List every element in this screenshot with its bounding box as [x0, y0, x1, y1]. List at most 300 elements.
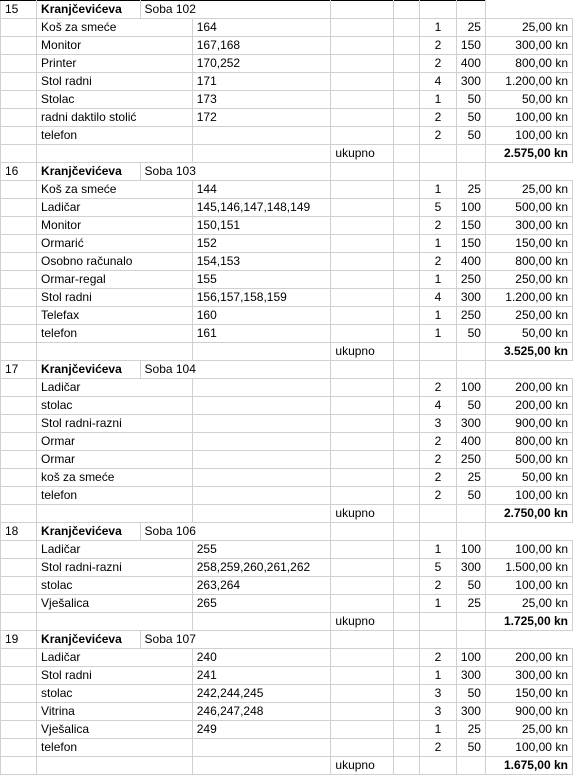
empty-cell[interactable] — [331, 307, 394, 325]
empty-cell[interactable] — [331, 109, 394, 127]
empty-cell[interactable] — [331, 415, 394, 433]
item-name-cell[interactable]: Stolac — [37, 91, 193, 109]
line-total-cell[interactable]: 25,00 kn — [485, 595, 572, 613]
room-cell[interactable]: Soba 104 — [140, 361, 331, 379]
inventory-number-cell[interactable]: 145,146,147,148,149 — [192, 199, 331, 217]
empty-cell[interactable] — [419, 757, 456, 775]
inventory-number-cell[interactable]: 152 — [192, 235, 331, 253]
empty-cell[interactable] — [394, 595, 420, 613]
empty-cell[interactable] — [394, 541, 420, 559]
item-name-cell[interactable]: Ormar — [37, 451, 193, 469]
empty-cell[interactable] — [331, 253, 394, 271]
quantity-cell[interactable]: 2 — [419, 109, 456, 127]
quantity-cell[interactable]: 2 — [419, 739, 456, 757]
unit-price-cell[interactable]: 150 — [456, 235, 485, 253]
empty-cell[interactable] — [394, 685, 420, 703]
line-total-cell[interactable]: 900,00 kn — [485, 703, 572, 721]
unit-price-cell[interactable]: 150 — [456, 37, 485, 55]
empty-cell[interactable] — [1, 217, 37, 235]
inventory-number-cell[interactable]: 263,264 — [192, 577, 331, 595]
empty-cell[interactable] — [331, 397, 394, 415]
empty-cell[interactable] — [394, 361, 420, 379]
empty-cell[interactable] — [394, 433, 420, 451]
empty-cell[interactable] — [331, 217, 394, 235]
empty-cell[interactable] — [331, 19, 394, 37]
empty-cell[interactable] — [331, 667, 394, 685]
empty-cell[interactable] — [37, 505, 193, 523]
empty-cell[interactable] — [1, 343, 37, 361]
line-total-cell[interactable]: 1.200,00 kn — [485, 73, 572, 91]
quantity-cell[interactable]: 4 — [419, 289, 456, 307]
group-number-cell[interactable]: 18 — [1, 523, 37, 541]
line-total-cell[interactable]: 50,00 kn — [485, 469, 572, 487]
item-name-cell[interactable]: Stol radni-razni — [37, 415, 193, 433]
empty-cell[interactable] — [1, 19, 37, 37]
inventory-number-cell[interactable]: 240 — [192, 649, 331, 667]
empty-cell[interactable] — [419, 343, 456, 361]
unit-price-cell[interactable]: 50 — [456, 127, 485, 145]
empty-cell[interactable] — [394, 325, 420, 343]
empty-cell[interactable] — [394, 253, 420, 271]
quantity-cell[interactable]: 4 — [419, 73, 456, 91]
empty-cell[interactable] — [331, 559, 394, 577]
empty-cell[interactable] — [394, 289, 420, 307]
line-total-cell[interactable]: 25,00 kn — [485, 721, 572, 739]
empty-cell[interactable] — [1, 541, 37, 559]
item-name-cell[interactable]: Printer — [37, 55, 193, 73]
empty-cell[interactable] — [1, 199, 37, 217]
empty-cell[interactable] — [331, 73, 394, 91]
inventory-number-cell[interactable] — [192, 379, 331, 397]
empty-cell[interactable] — [1, 109, 37, 127]
line-total-cell[interactable]: 100,00 kn — [485, 577, 572, 595]
item-name-cell[interactable]: Stol radni — [37, 73, 193, 91]
line-total-cell[interactable]: 300,00 kn — [485, 667, 572, 685]
quantity-cell[interactable]: 1 — [419, 91, 456, 109]
inventory-number-cell[interactable]: 241 — [192, 667, 331, 685]
inventory-number-cell[interactable]: 170,252 — [192, 55, 331, 73]
line-total-cell[interactable]: 25,00 kn — [485, 181, 572, 199]
empty-cell[interactable] — [37, 757, 193, 775]
line-total-cell[interactable]: 200,00 kn — [485, 379, 572, 397]
quantity-cell[interactable]: 2 — [419, 487, 456, 505]
empty-cell[interactable] — [394, 415, 420, 433]
item-name-cell[interactable]: telefon — [37, 739, 193, 757]
unit-price-cell[interactable]: 250 — [456, 307, 485, 325]
quantity-cell[interactable]: 5 — [419, 199, 456, 217]
line-total-cell[interactable]: 800,00 kn — [485, 253, 572, 271]
unit-price-cell[interactable]: 100 — [456, 379, 485, 397]
empty-cell[interactable] — [37, 613, 193, 631]
unit-price-cell[interactable]: 100 — [456, 199, 485, 217]
empty-cell[interactable] — [394, 721, 420, 739]
line-total-cell[interactable]: 100,00 kn — [485, 739, 572, 757]
quantity-cell[interactable]: 1 — [419, 235, 456, 253]
subtotal-label-cell[interactable]: ukupno — [331, 145, 394, 163]
item-name-cell[interactable]: telefon — [37, 127, 193, 145]
empty-cell[interactable] — [1, 721, 37, 739]
empty-cell[interactable] — [331, 325, 394, 343]
inventory-number-cell[interactable] — [192, 451, 331, 469]
quantity-cell[interactable]: 2 — [419, 451, 456, 469]
unit-price-cell[interactable]: 25 — [456, 721, 485, 739]
empty-cell[interactable] — [394, 19, 420, 37]
line-total-cell[interactable]: 500,00 kn — [485, 199, 572, 217]
unit-price-cell[interactable]: 300 — [456, 559, 485, 577]
inventory-number-cell[interactable]: 172 — [192, 109, 331, 127]
empty-cell[interactable] — [331, 523, 394, 541]
empty-cell[interactable] — [1, 595, 37, 613]
empty-cell[interactable] — [394, 37, 420, 55]
group-number-cell[interactable]: 19 — [1, 631, 37, 649]
empty-cell[interactable] — [331, 541, 394, 559]
item-name-cell[interactable]: Telefax — [37, 307, 193, 325]
empty-cell[interactable] — [456, 505, 485, 523]
unit-price-cell[interactable]: 300 — [456, 667, 485, 685]
empty-cell[interactable] — [331, 55, 394, 73]
unit-price-cell[interactable]: 50 — [456, 397, 485, 415]
line-total-cell[interactable]: 300,00 kn — [485, 37, 572, 55]
item-name-cell[interactable]: radni daktilo stolić — [37, 109, 193, 127]
empty-cell[interactable] — [456, 343, 485, 361]
unit-price-cell[interactable]: 50 — [456, 577, 485, 595]
quantity-cell[interactable]: 2 — [419, 253, 456, 271]
empty-cell[interactable] — [394, 235, 420, 253]
empty-cell[interactable] — [394, 109, 420, 127]
item-name-cell[interactable]: Stol radni — [37, 667, 193, 685]
inventory-number-cell[interactable]: 161 — [192, 325, 331, 343]
unit-price-cell[interactable]: 100 — [456, 541, 485, 559]
empty-cell[interactable] — [331, 361, 394, 379]
empty-cell[interactable] — [1, 415, 37, 433]
group-number-cell[interactable]: 16 — [1, 163, 37, 181]
empty-cell[interactable] — [394, 757, 420, 775]
line-total-cell[interactable]: 200,00 kn — [485, 397, 572, 415]
empty-cell[interactable] — [192, 145, 331, 163]
empty-cell[interactable] — [394, 649, 420, 667]
empty-cell[interactable] — [192, 343, 331, 361]
inventory-number-cell[interactable]: 171 — [192, 73, 331, 91]
empty-cell[interactable] — [456, 1, 485, 19]
item-name-cell[interactable]: Vitrina — [37, 703, 193, 721]
unit-price-cell[interactable]: 25 — [456, 595, 485, 613]
inventory-number-cell[interactable]: 265 — [192, 595, 331, 613]
line-total-cell[interactable]: 100,00 kn — [485, 127, 572, 145]
quantity-cell[interactable]: 1 — [419, 667, 456, 685]
empty-cell[interactable] — [1, 757, 37, 775]
inventory-number-cell[interactable]: 150,151 — [192, 217, 331, 235]
empty-cell[interactable] — [419, 1, 456, 19]
empty-cell[interactable] — [331, 469, 394, 487]
quantity-cell[interactable]: 3 — [419, 685, 456, 703]
quantity-cell[interactable]: 2 — [419, 469, 456, 487]
group-number-cell[interactable]: 15 — [1, 1, 37, 19]
empty-cell[interactable] — [331, 739, 394, 757]
empty-cell[interactable] — [456, 757, 485, 775]
empty-cell[interactable] — [1, 253, 37, 271]
quantity-cell[interactable]: 1 — [419, 595, 456, 613]
line-total-cell[interactable]: 100,00 kn — [485, 487, 572, 505]
street-cell[interactable]: Kranjčevićeva — [37, 523, 140, 541]
inventory-number-cell[interactable]: 249 — [192, 721, 331, 739]
item-name-cell[interactable]: Stol radni-razni — [37, 559, 193, 577]
quantity-cell[interactable]: 2 — [419, 217, 456, 235]
quantity-cell[interactable]: 1 — [419, 19, 456, 37]
line-total-cell[interactable]: 800,00 kn — [485, 433, 572, 451]
empty-cell[interactable] — [331, 487, 394, 505]
line-total-cell[interactable]: 150,00 kn — [485, 685, 572, 703]
empty-cell[interactable] — [394, 559, 420, 577]
empty-cell[interactable] — [1, 55, 37, 73]
quantity-cell[interactable]: 1 — [419, 721, 456, 739]
empty-cell[interactable] — [331, 127, 394, 145]
room-cell[interactable]: Soba 107 — [140, 631, 331, 649]
inventory-number-cell[interactable]: 164 — [192, 19, 331, 37]
subtotal-label-cell[interactable]: ukupno — [331, 343, 394, 361]
empty-cell[interactable] — [331, 721, 394, 739]
empty-cell[interactable] — [192, 757, 331, 775]
empty-cell[interactable] — [456, 523, 485, 541]
unit-price-cell[interactable]: 250 — [456, 451, 485, 469]
quantity-cell[interactable]: 2 — [419, 379, 456, 397]
unit-price-cell[interactable]: 400 — [456, 55, 485, 73]
empty-cell[interactable] — [419, 361, 456, 379]
empty-cell[interactable] — [331, 1, 394, 19]
empty-cell[interactable] — [394, 127, 420, 145]
line-total-cell[interactable]: 900,00 kn — [485, 415, 572, 433]
empty-cell[interactable] — [192, 613, 331, 631]
empty-cell[interactable] — [1, 235, 37, 253]
empty-cell[interactable] — [1, 577, 37, 595]
empty-cell[interactable] — [1, 487, 37, 505]
empty-cell[interactable] — [394, 505, 420, 523]
item-name-cell[interactable]: Osobno računalo — [37, 253, 193, 271]
inventory-number-cell[interactable] — [192, 415, 331, 433]
item-name-cell[interactable]: Stol radni — [37, 289, 193, 307]
empty-cell[interactable] — [331, 433, 394, 451]
empty-cell[interactable] — [394, 271, 420, 289]
empty-cell[interactable] — [331, 685, 394, 703]
subtotal-value-cell[interactable]: 1.675,00 kn — [485, 757, 572, 775]
inventory-number-cell[interactable]: 255 — [192, 541, 331, 559]
unit-price-cell[interactable]: 50 — [456, 91, 485, 109]
empty-cell[interactable] — [394, 73, 420, 91]
line-total-cell[interactable]: 1.200,00 kn — [485, 289, 572, 307]
unit-price-cell[interactable]: 150 — [456, 217, 485, 235]
unit-price-cell[interactable]: 300 — [456, 73, 485, 91]
inventory-number-cell[interactable] — [192, 739, 331, 757]
empty-cell[interactable] — [394, 487, 420, 505]
unit-price-cell[interactable]: 50 — [456, 325, 485, 343]
empty-cell[interactable] — [456, 361, 485, 379]
empty-cell[interactable] — [331, 163, 394, 181]
empty-cell[interactable] — [394, 55, 420, 73]
inventory-number-cell[interactable]: 167,168 — [192, 37, 331, 55]
street-cell[interactable]: Kranjčevićeva — [37, 163, 140, 181]
group-number-cell[interactable]: 17 — [1, 361, 37, 379]
item-name-cell[interactable]: stolac — [37, 577, 193, 595]
street-cell[interactable]: Kranjčevićeva — [37, 361, 140, 379]
empty-cell[interactable] — [456, 145, 485, 163]
subtotal-label-cell[interactable]: ukupno — [331, 505, 394, 523]
empty-cell[interactable] — [1, 685, 37, 703]
unit-price-cell[interactable]: 25 — [456, 469, 485, 487]
item-name-cell[interactable]: telefon — [37, 325, 193, 343]
item-name-cell[interactable]: Monitor — [37, 217, 193, 235]
item-name-cell[interactable]: Vješalica — [37, 595, 193, 613]
item-name-cell[interactable]: Ladičar — [37, 379, 193, 397]
inventory-number-cell[interactable]: 246,247,248 — [192, 703, 331, 721]
quantity-cell[interactable]: 5 — [419, 559, 456, 577]
empty-cell[interactable] — [394, 667, 420, 685]
line-total-cell[interactable]: 800,00 kn — [485, 55, 572, 73]
inventory-number-cell[interactable]: 155 — [192, 271, 331, 289]
empty-cell[interactable] — [394, 703, 420, 721]
subtotal-value-cell[interactable]: 2.750,00 kn — [485, 505, 572, 523]
item-name-cell[interactable]: Ormarić — [37, 235, 193, 253]
empty-cell[interactable] — [331, 289, 394, 307]
quantity-cell[interactable]: 2 — [419, 55, 456, 73]
empty-cell[interactable] — [1, 703, 37, 721]
item-name-cell[interactable]: Ladičar — [37, 541, 193, 559]
quantity-cell[interactable]: 1 — [419, 181, 456, 199]
empty-cell[interactable] — [394, 343, 420, 361]
item-name-cell[interactable]: Vješalica — [37, 721, 193, 739]
unit-price-cell[interactable]: 300 — [456, 289, 485, 307]
empty-cell[interactable] — [394, 613, 420, 631]
empty-cell[interactable] — [394, 451, 420, 469]
empty-cell[interactable] — [331, 379, 394, 397]
line-total-cell[interactable]: 1.500,00 kn — [485, 559, 572, 577]
empty-cell[interactable] — [1, 325, 37, 343]
empty-cell[interactable] — [1, 145, 37, 163]
empty-cell[interactable] — [331, 577, 394, 595]
line-total-cell[interactable]: 250,00 kn — [485, 307, 572, 325]
subtotal-value-cell[interactable]: 3.525,00 kn — [485, 343, 572, 361]
quantity-cell[interactable]: 1 — [419, 307, 456, 325]
empty-cell[interactable] — [394, 163, 420, 181]
unit-price-cell[interactable]: 25 — [456, 181, 485, 199]
empty-cell[interactable] — [419, 505, 456, 523]
empty-cell[interactable] — [331, 649, 394, 667]
quantity-cell[interactable]: 1 — [419, 541, 456, 559]
inventory-number-cell[interactable]: 242,244,245 — [192, 685, 331, 703]
empty-cell[interactable] — [394, 577, 420, 595]
quantity-cell[interactable]: 2 — [419, 577, 456, 595]
empty-cell[interactable] — [419, 145, 456, 163]
empty-cell[interactable] — [394, 217, 420, 235]
unit-price-cell[interactable]: 50 — [456, 739, 485, 757]
quantity-cell[interactable]: 2 — [419, 433, 456, 451]
quantity-cell[interactable]: 2 — [419, 37, 456, 55]
line-total-cell[interactable]: 100,00 kn — [485, 541, 572, 559]
line-total-cell[interactable]: 250,00 kn — [485, 271, 572, 289]
empty-cell[interactable] — [456, 631, 485, 649]
unit-price-cell[interactable]: 400 — [456, 253, 485, 271]
empty-cell[interactable] — [1, 451, 37, 469]
empty-cell[interactable] — [394, 523, 420, 541]
empty-cell[interactable] — [394, 1, 420, 19]
inventory-number-cell[interactable]: 154,153 — [192, 253, 331, 271]
unit-price-cell[interactable]: 100 — [456, 649, 485, 667]
empty-cell[interactable] — [331, 199, 394, 217]
empty-cell[interactable] — [1, 469, 37, 487]
quantity-cell[interactable]: 3 — [419, 703, 456, 721]
unit-price-cell[interactable]: 300 — [456, 703, 485, 721]
empty-cell[interactable] — [37, 343, 193, 361]
empty-cell[interactable] — [1, 307, 37, 325]
inventory-number-cell[interactable]: 160 — [192, 307, 331, 325]
street-cell[interactable]: Kranjčevićeva — [37, 631, 140, 649]
empty-cell[interactable] — [1, 559, 37, 577]
item-name-cell[interactable]: Ormar — [37, 433, 193, 451]
unit-price-cell[interactable]: 25 — [456, 19, 485, 37]
unit-price-cell[interactable]: 50 — [456, 109, 485, 127]
item-name-cell[interactable]: Monitor — [37, 37, 193, 55]
inventory-number-cell[interactable]: 258,259,260,261,262 — [192, 559, 331, 577]
empty-cell[interactable] — [394, 145, 420, 163]
empty-cell[interactable] — [1, 397, 37, 415]
item-name-cell[interactable]: stolac — [37, 685, 193, 703]
unit-price-cell[interactable]: 400 — [456, 433, 485, 451]
empty-cell[interactable] — [394, 307, 420, 325]
item-name-cell[interactable]: Ormar-regal — [37, 271, 193, 289]
line-total-cell[interactable]: 25,00 kn — [485, 19, 572, 37]
empty-cell[interactable] — [419, 631, 456, 649]
empty-cell[interactable] — [1, 613, 37, 631]
unit-price-cell[interactable]: 50 — [456, 487, 485, 505]
empty-cell[interactable] — [37, 145, 193, 163]
quantity-cell[interactable]: 1 — [419, 271, 456, 289]
quantity-cell[interactable]: 1 — [419, 325, 456, 343]
unit-price-cell[interactable]: 250 — [456, 271, 485, 289]
inventory-number-cell[interactable]: 144 — [192, 181, 331, 199]
empty-cell[interactable] — [419, 613, 456, 631]
empty-cell[interactable] — [1, 379, 37, 397]
empty-cell[interactable] — [394, 397, 420, 415]
empty-cell[interactable] — [394, 739, 420, 757]
empty-cell[interactable] — [331, 37, 394, 55]
line-total-cell[interactable]: 150,00 kn — [485, 235, 572, 253]
inventory-number-cell[interactable] — [192, 487, 331, 505]
room-cell[interactable]: Soba 103 — [140, 163, 331, 181]
empty-cell[interactable] — [419, 523, 456, 541]
subtotal-value-cell[interactable]: 1.725,00 kn — [485, 613, 572, 631]
item-name-cell[interactable]: Ladičar — [37, 199, 193, 217]
empty-cell[interactable] — [1, 667, 37, 685]
empty-cell[interactable] — [331, 595, 394, 613]
empty-cell[interactable] — [394, 379, 420, 397]
empty-cell[interactable] — [1, 73, 37, 91]
inventory-number-cell[interactable] — [192, 397, 331, 415]
empty-cell[interactable] — [192, 505, 331, 523]
empty-cell[interactable] — [1, 127, 37, 145]
empty-cell[interactable] — [331, 703, 394, 721]
quantity-cell[interactable]: 2 — [419, 649, 456, 667]
empty-cell[interactable] — [331, 271, 394, 289]
empty-cell[interactable] — [331, 631, 394, 649]
empty-cell[interactable] — [394, 631, 420, 649]
empty-cell[interactable] — [1, 181, 37, 199]
empty-cell[interactable] — [394, 181, 420, 199]
subtotal-label-cell[interactable]: ukupno — [331, 613, 394, 631]
room-cell[interactable]: Soba 102 — [140, 1, 331, 19]
empty-cell[interactable] — [1, 289, 37, 307]
empty-cell[interactable] — [1, 271, 37, 289]
line-total-cell[interactable]: 50,00 kn — [485, 325, 572, 343]
inventory-number-cell[interactable]: 173 — [192, 91, 331, 109]
item-name-cell[interactable]: Ladičar — [37, 649, 193, 667]
